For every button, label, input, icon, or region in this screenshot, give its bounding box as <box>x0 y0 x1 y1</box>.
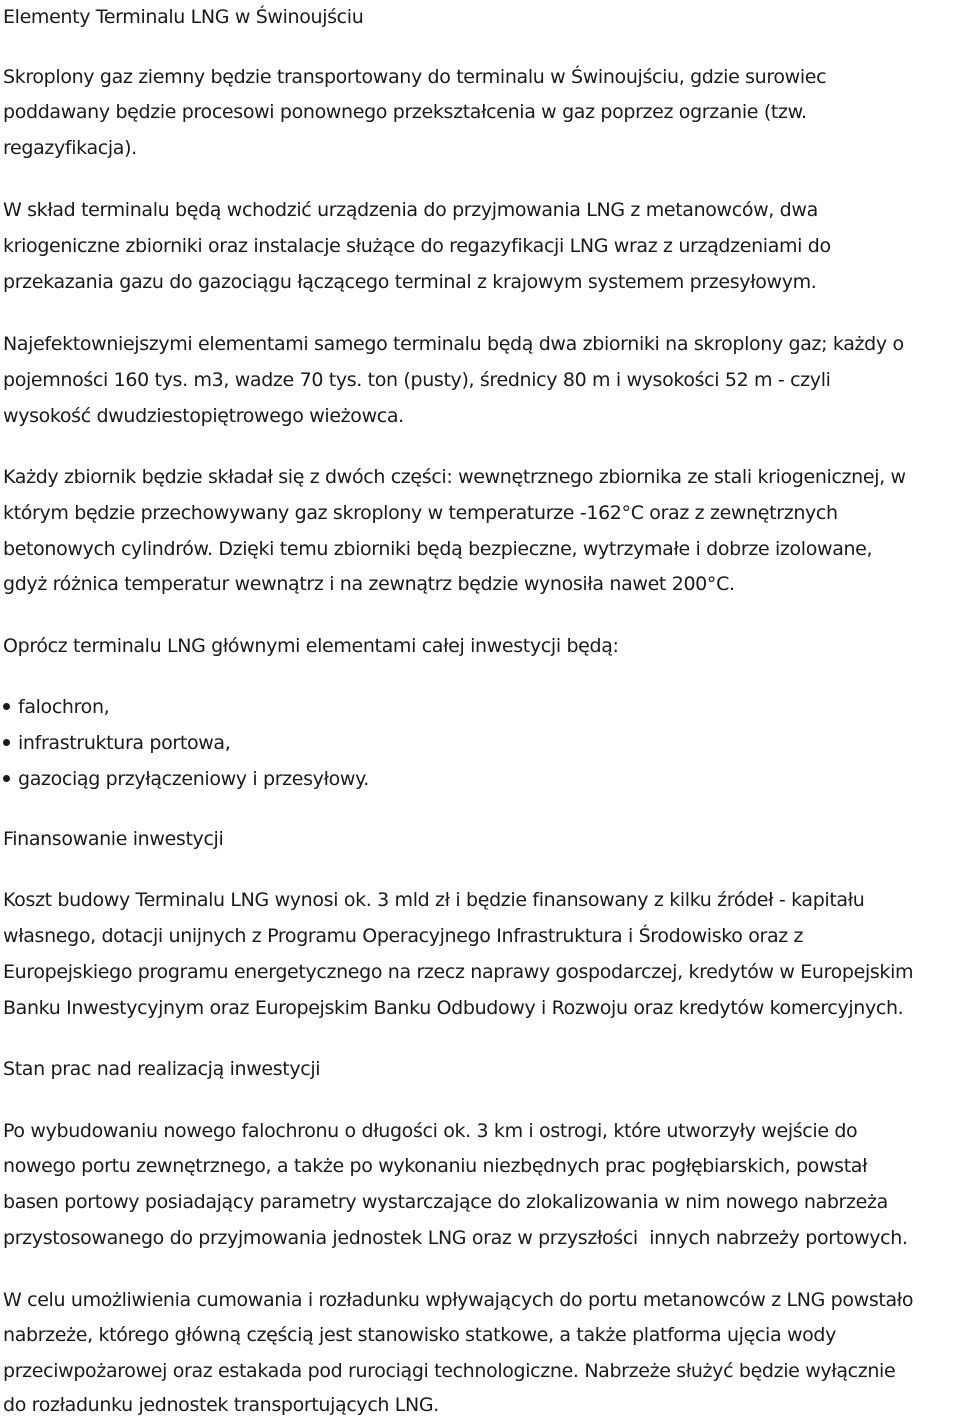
text-line: betonowych cylindrów. Dzięki temu zbiorniki będą bezpieczne, wytrzymałe i dobrze izolowane, <box>3 538 873 560</box>
text-line: do rozładunku jednostek transportujących LNG. <box>3 1394 439 1416</box>
list-item-text: falochron, <box>18 696 110 718</box>
text-line: przystosowanego do przyjmowania jednostek LNG oraz w przyszłości innych nabrzeży portowych. <box>3 1227 908 1249</box>
text-line: przekazania gazu do gazociągu łączącego terminal z krajowym systemem przesyłowym. <box>3 271 817 293</box>
page-title: Elementy Terminalu LNG w Świnoujściu <box>3 6 364 28</box>
text-line: pojemności 160 tys. m3, wadze 70 tys. ton (pusty), średnicy 80 m i wysokości 52 m - czyli <box>3 369 831 391</box>
text-line: poddawany będzie procesowi ponownego przekształcenia w gaz poprzez ogrzanie (tzw. <box>3 101 807 123</box>
list-item-text: infrastruktura portowa, <box>18 732 231 754</box>
bullet-icon <box>3 703 10 710</box>
text-line: gdyż różnica temperatur wewnątrz i na zewnątrz będzie wynosiła nawet 200°C. <box>3 573 735 595</box>
text-line: nabrzeże, którego główną częścią jest stanowisko statkowe, a także platforma ujęcia wody <box>3 1324 837 1346</box>
bullet-icon <box>3 739 10 746</box>
list-item-text: gazociąg przyłączeniowy i przesyłowy. <box>18 768 369 790</box>
text-line: Banku Inwestycyjnym oraz Europejskim Banku Odbudowy i Rozwoju oraz kredytów komercyjnych. <box>3 997 904 1019</box>
text-line: Koszt budowy Terminalu LNG wynosi ok. 3 mld zł i będzie finansowany z kilku źródeł - kapitału <box>3 889 865 911</box>
text-line: Najefektowniejszymi elementami samego terminalu będą dwa zbiorniki na skroplony gaz; każdy o <box>3 333 904 355</box>
text-line: Skroplony gaz ziemny będzie transportowany do terminalu w Świnoujściu, gdzie surowiec <box>3 66 827 88</box>
bullet-icon <box>3 775 10 782</box>
text-line: regazyfikacja). <box>3 137 137 159</box>
list-intro: Oprócz terminalu LNG głównymi elementami całej inwestycji będą: <box>3 635 619 657</box>
progress-heading: Stan prac nad realizacją inwestycji <box>3 1058 321 1080</box>
text-line: przeciwpożarowej oraz estakada pod rurociągi technologiczne. Nabrzeże służyć będzie wyłącznie <box>3 1360 896 1382</box>
text-line: W celu umożliwienia cumowania i rozładunku wpływających do portu metanowców z LNG powstało <box>3 1289 914 1311</box>
text-line: którym będzie przechowywany gaz skroplony w temperaturze -162°C oraz z zewnętrznych <box>3 502 838 524</box>
text-line: W skład terminalu będą wchodzić urządzenia do przyjmowania LNG z metanowców, dwa <box>3 199 818 221</box>
financing-heading: Finansowanie inwestycji <box>3 828 224 850</box>
text-line: wysokość dwudziestopiętrowego wieżowca. <box>3 405 404 427</box>
text-line: Po wybudowaniu nowego falochronu o długości ok. 3 km i ostrogi, które utworzyły wejście do <box>3 1120 858 1142</box>
text-line: basen portowy posiadający parametry wystarczające do zlokalizowania w nim nowego nabrzeża <box>3 1191 888 1213</box>
text-line: własnego, dotacji unijnych z Programu Operacyjnego Infrastruktura i Środowisko oraz z <box>3 925 804 947</box>
text-line: kriogeniczne zbiorniki oraz instalacje służące do regazyfikacji LNG wraz z urządzeniami do <box>3 235 831 257</box>
text-line: nowego portu zewnętrznego, a także po wykonaniu niezbędnych prac pogłębiarskich, powstał <box>3 1155 868 1177</box>
text-line: Każdy zbiornik będzie składał się z dwóch części: wewnętrznego zbiornika ze stali kriogenicznej, w <box>3 466 906 488</box>
text-line: Europejskiego programu energetycznego na rzecz naprawy gospodarczej, kredytów w Europejskim <box>3 961 914 983</box>
